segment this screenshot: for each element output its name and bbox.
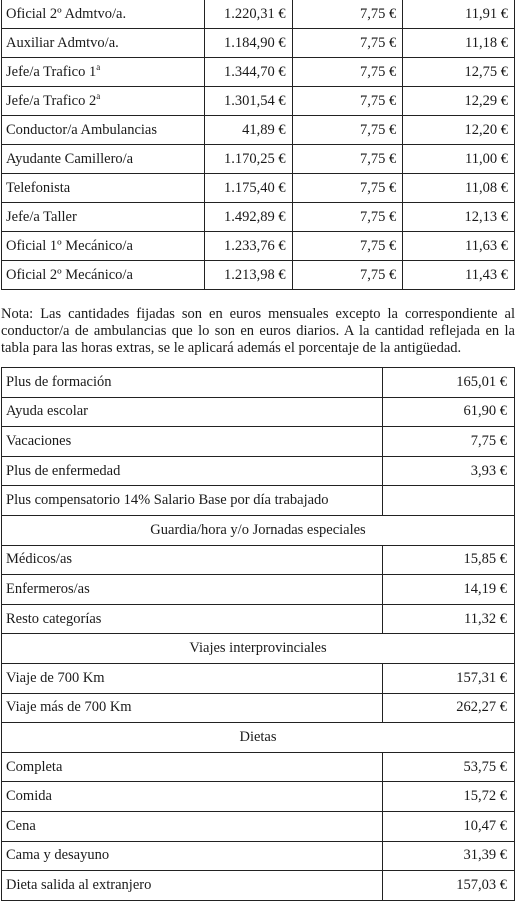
overtime-cell: 11,63 € <box>403 232 515 261</box>
category-label: Jefe/a Trafico 1 <box>6 63 97 80</box>
category-label: Ayudante Camillero/a <box>6 150 134 167</box>
supplement-value <box>382 486 514 516</box>
amount-cell: 7,75 € <box>292 261 403 290</box>
supplement-label: Viaje más de 700 Km <box>2 693 383 723</box>
category-label: Oficial 2º Admtvo/a. <box>6 5 127 22</box>
salary-table-body <box>2 0 515 290</box>
overtime-cell: 12,75 € <box>403 58 515 87</box>
section-header: Viajes interprovinciales <box>2 634 515 664</box>
supplement-value: 53,75 € <box>382 752 514 782</box>
supplement-value: 31,39 € <box>382 841 514 871</box>
supplement-label: Cena <box>2 811 383 841</box>
section-header-row <box>2 634 515 664</box>
ordinal-superscript: a <box>96 90 101 101</box>
section-header: Guardia/hora y/o Jornadas especiales <box>2 515 515 545</box>
category-cell <box>2 0 205 29</box>
supplement-label: Vacaciones <box>2 427 383 457</box>
salary-row <box>2 261 515 290</box>
supplement-row <box>2 575 515 605</box>
supplement-label: Plus compensatorio 14% Salario Base por día trabajado <box>2 486 383 516</box>
base-salary-cell: 1.170,25 € <box>204 145 292 174</box>
supplement-value: 15,72 € <box>382 782 514 812</box>
overtime-cell: 11,18 € <box>403 29 515 58</box>
base-salary-cell: 1.301,54 € <box>204 87 292 116</box>
table-note: Nota: Las cantidades fijadas son en euros mensuales excepto la correspondiente al conductor/a de ambulancias que lo son en euros diarios. A la cantidad reflejada en la tabla para las horas extras, se le aplicará además el porcentaje de la antigüedad. <box>1 306 515 356</box>
amount-cell: 7,75 € <box>292 174 403 203</box>
supplement-row <box>2 604 515 634</box>
base-salary-cell: 1.220,31 € <box>204 0 292 29</box>
amount-cell: 7,75 € <box>292 58 403 87</box>
supplement-row <box>2 663 515 693</box>
overtime-cell: 11,43 € <box>403 261 515 290</box>
category-cell <box>2 87 205 116</box>
category-cell <box>2 116 205 145</box>
amount-cell: 7,75 € <box>292 232 403 261</box>
supplement-row <box>2 811 515 841</box>
category-cell <box>2 58 205 87</box>
category-label: Telefonista <box>6 179 71 196</box>
category-label: Jefe/a Taller <box>6 208 77 225</box>
supplement-value: 7,75 € <box>382 427 514 457</box>
supplement-row <box>2 545 515 575</box>
salary-row <box>2 29 515 58</box>
salary-row <box>2 87 515 116</box>
supplement-value: 3,93 € <box>382 456 514 486</box>
category-cell <box>2 232 205 261</box>
supplement-value: 11,32 € <box>382 604 514 634</box>
supplement-label: Comida <box>2 782 383 812</box>
section-header: Dietas <box>2 723 515 753</box>
category-label: Conductor/a Ambulancias <box>6 121 158 138</box>
supplement-row <box>2 841 515 871</box>
overtime-cell: 11,08 € <box>403 174 515 203</box>
salary-row <box>2 145 515 174</box>
category-label: Auxiliar Admtvo/a. <box>6 34 119 51</box>
supplement-label: Médicos/as <box>2 545 383 575</box>
supplement-label: Plus de formación <box>2 368 383 398</box>
amount-cell: 7,75 € <box>292 29 403 58</box>
overtime-cell: 11,00 € <box>403 145 515 174</box>
salary-row <box>2 58 515 87</box>
category-cell <box>2 174 205 203</box>
salary-row <box>2 116 515 145</box>
amount-cell: 7,75 € <box>292 116 403 145</box>
salary-row <box>2 203 515 232</box>
base-salary-cell: 1.233,76 € <box>204 232 292 261</box>
amount-cell: 7,75 € <box>292 203 403 232</box>
supplement-row <box>2 427 515 457</box>
supplement-value: 61,90 € <box>382 397 514 427</box>
supplement-label: Completa <box>2 752 383 782</box>
supplement-label: Cama y desayuno <box>2 841 383 871</box>
category-label: Oficial 1º Mecánico/a <box>6 237 133 254</box>
supplement-value: 157,03 € <box>382 871 514 901</box>
supplement-value: 14,19 € <box>382 575 514 605</box>
base-salary-cell: 1.213,98 € <box>204 261 292 290</box>
amount-cell: 7,75 € <box>292 145 403 174</box>
supplement-row <box>2 782 515 812</box>
base-salary-cell: 1.184,90 € <box>204 29 292 58</box>
supplement-row <box>2 871 515 901</box>
salary-table <box>1 0 515 290</box>
supplement-value: 157,31 € <box>382 663 514 693</box>
salary-row <box>2 232 515 261</box>
category-cell <box>2 29 205 58</box>
supplement-label: Viaje de 700 Km <box>2 663 383 693</box>
section-header-row <box>2 515 515 545</box>
supplement-row <box>2 456 515 486</box>
base-salary-cell: 1.175,40 € <box>204 174 292 203</box>
category-label: Jefe/a Trafico 2 <box>6 92 97 109</box>
supplement-row <box>2 397 515 427</box>
category-cell <box>2 203 205 232</box>
supplement-row <box>2 752 515 782</box>
supplement-value: 15,85 € <box>382 545 514 575</box>
category-cell <box>2 261 205 290</box>
supplement-label: Plus de enfermedad <box>2 456 383 486</box>
section-header-row <box>2 723 515 753</box>
category-cell <box>2 145 205 174</box>
amount-cell: 7,75 € <box>292 0 403 29</box>
supplement-row <box>2 368 515 398</box>
supplement-value: 10,47 € <box>382 811 514 841</box>
supplements-table <box>1 367 515 901</box>
base-salary-cell: 1.492,89 € <box>204 203 292 232</box>
supplement-label: Enfermeros/as <box>2 575 383 605</box>
overtime-cell: 11,91 € <box>403 0 515 29</box>
salary-row <box>2 174 515 203</box>
supplement-label: Dieta salida al extranjero <box>2 871 383 901</box>
supplements-table-body <box>2 368 515 901</box>
supplement-row <box>2 486 515 516</box>
base-salary-cell: 41,89 € <box>204 116 292 145</box>
category-label: Oficial 2º Mecánico/a <box>6 266 133 283</box>
supplement-value: 165,01 € <box>382 368 514 398</box>
salary-row <box>2 0 515 29</box>
base-salary-cell: 1.344,70 € <box>204 58 292 87</box>
supplement-label: Resto categorías <box>2 604 383 634</box>
overtime-cell: 12,20 € <box>403 116 515 145</box>
ordinal-superscript: a <box>96 61 101 72</box>
overtime-cell: 12,13 € <box>403 203 515 232</box>
supplement-value: 262,27 € <box>382 693 514 723</box>
supplement-label: Ayuda escolar <box>2 397 383 427</box>
supplement-row <box>2 693 515 723</box>
overtime-cell: 12,29 € <box>403 87 515 116</box>
amount-cell: 7,75 € <box>292 87 403 116</box>
